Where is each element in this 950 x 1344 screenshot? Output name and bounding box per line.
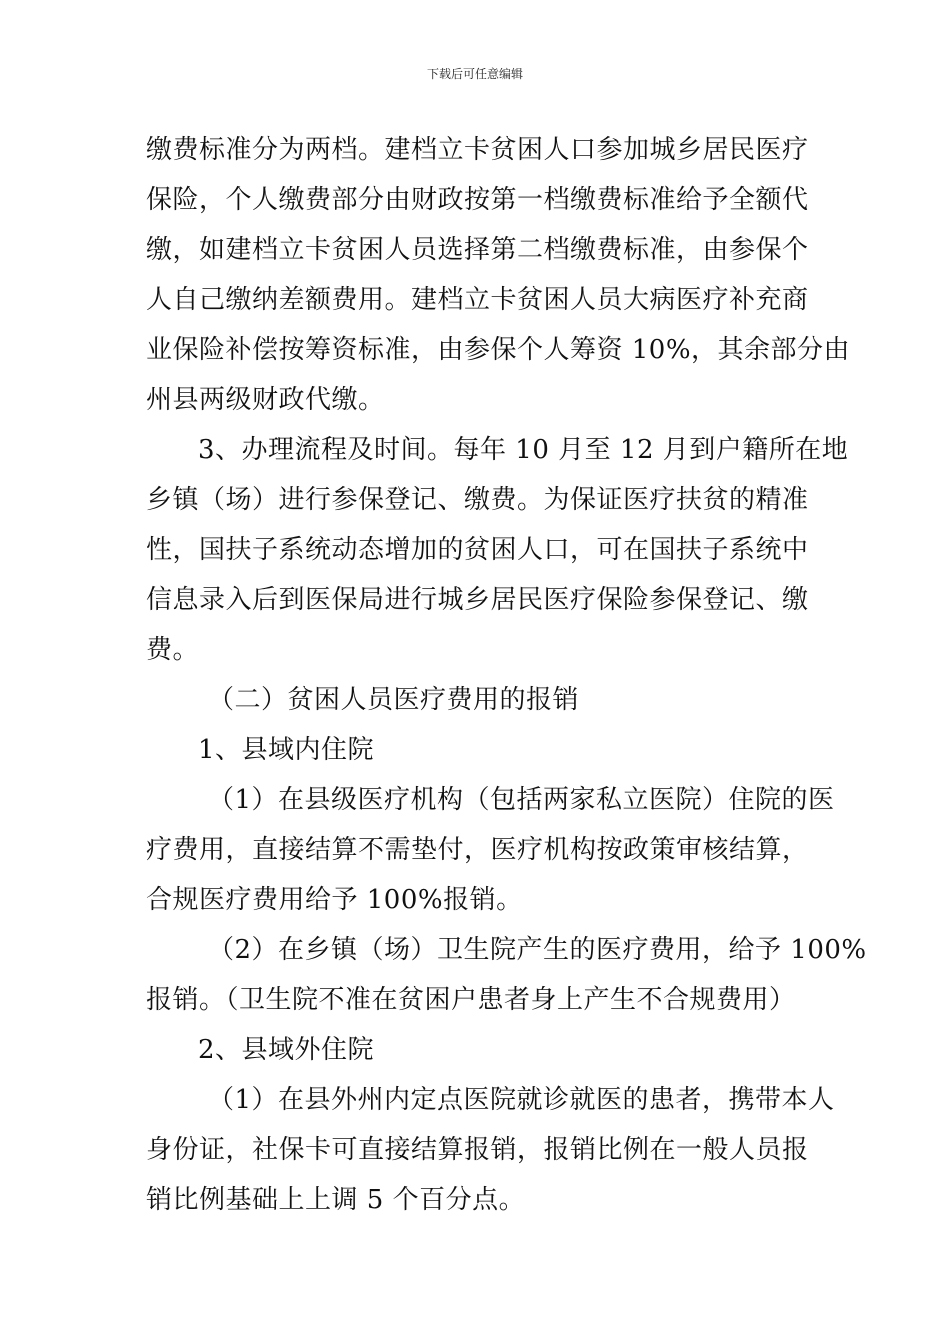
subsection-heading: 1、县域内住院 — [198, 735, 375, 765]
text-line: 3、办理流程及时间。每年 10 月至 12 月到户籍所在地 — [198, 435, 849, 465]
text-line: 费。 — [146, 635, 200, 665]
text-line: 合规医疗费用给予 100%报销。 — [146, 885, 523, 915]
text-line: （2）在乡镇（场）卫生院产生的医疗费用，给予 100% — [208, 935, 867, 965]
text-line: 人自己缴纳差额费用。建档立卡贫困人员大病医疗补充商 — [146, 285, 809, 315]
section-heading: （二）贫困人员医疗费用的报销 — [208, 685, 580, 715]
text-line: （1）在县外州内定点医院就诊就医的患者，携带本人 — [208, 1085, 835, 1115]
text-line: 性，国扶子系统动态增加的贫困人口，可在国扶子系统中 — [146, 535, 809, 565]
text-line: 报销。（卫生院不准在贫困户患者身上产生不合规费用） — [146, 985, 796, 1015]
subsection-heading: 2、县域外住院 — [198, 1035, 375, 1065]
text-line: 缴费标准分为两档。建档立卡贫困人口参加城乡居民医疗 — [146, 135, 809, 165]
text-line: （1）在县级医疗机构（包括两家私立医院）住院的医 — [208, 785, 835, 815]
text-line: 信息录入后到医保局进行城乡居民医疗保险参保登记、缴 — [146, 585, 809, 615]
text-line: 保险，个人缴费部分由财政按第一档缴费标准给予全额代 — [146, 185, 809, 215]
text-line: 销比例基础上上调 5 个百分点。 — [146, 1185, 526, 1215]
page-header-note: 下载后可任意编辑 — [426, 67, 523, 81]
text-line: 疗费用，直接结算不需垫付，医疗机构按政策审核结算， — [146, 835, 809, 865]
text-line: 业保险补偿按筹资标准，由参保个人筹资 10%，其余部分由 — [146, 335, 851, 365]
text-line: 乡镇（场）进行参保登记、缴费。为保证医疗扶贫的精准 — [146, 485, 809, 515]
text-line: 身份证，社保卡可直接结算报销，报销比例在一般人员报 — [146, 1135, 809, 1165]
text-line: 缴，如建档立卡贫困人员选择第二档缴费标准，由参保个 — [146, 235, 809, 265]
text-line: 州县两级财政代缴。 — [146, 385, 385, 415]
document-body — [146, 125, 867, 1225]
